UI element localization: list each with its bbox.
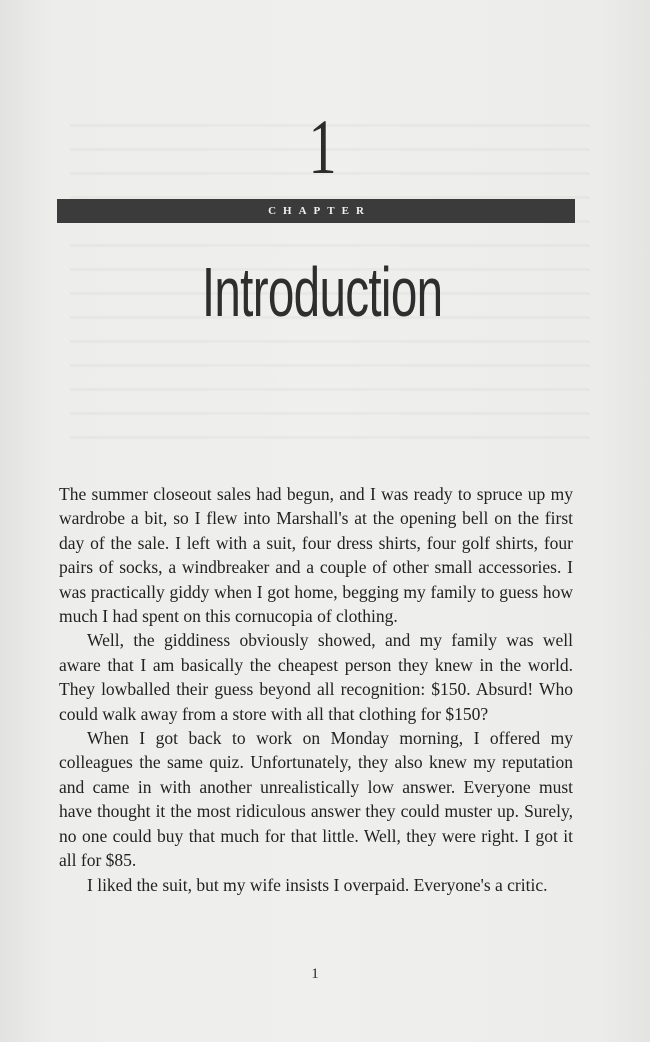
paragraph-1: The summer closeout sales had begun, and I was ready to spruce up my wardrobe a bit, so I flew into Marshall's at the opening bell on the first day of the sale. I left with a suit, four dress shirts, four golf shirts, four pairs of socks, a windbreaker and a couple of other small accessories. I was practically giddy when I got home, begging my family to guess how much I had spent on this cornucopia of clothing. [59, 484, 573, 627]
chapter-title: Introduction [201, 253, 443, 331]
chapter-label: CHAPTER [268, 205, 371, 217]
paragraph-3: When I got back to work on Monday morning, I offered my colleagues the same quiz. Unfortunately, they also knew my reputation and came in with another unrealistically low answer. Everyone must have thought it the most ridiculous answer they could muster up. Surely, no one could buy that much for that little. Well, they were right. I got it all for $85. [59, 728, 573, 871]
paragraph-2: Well, the giddiness obviously showed, and my family was well aware that I am basically the cheapest person they knew in the world. They lowballed their guess beyond all recognition: $150. Absurd! Who could walk away from a store with all that clothing for $150? [59, 630, 573, 724]
chapter-number: 1 [308, 103, 337, 190]
body-text [59, 482, 573, 897]
page-number: 1 [311, 966, 319, 982]
chapter-bar [57, 199, 575, 223]
paragraph-4: I liked the suit, but my wife insists I overpaid. Everyone's a critic. [87, 874, 548, 895]
